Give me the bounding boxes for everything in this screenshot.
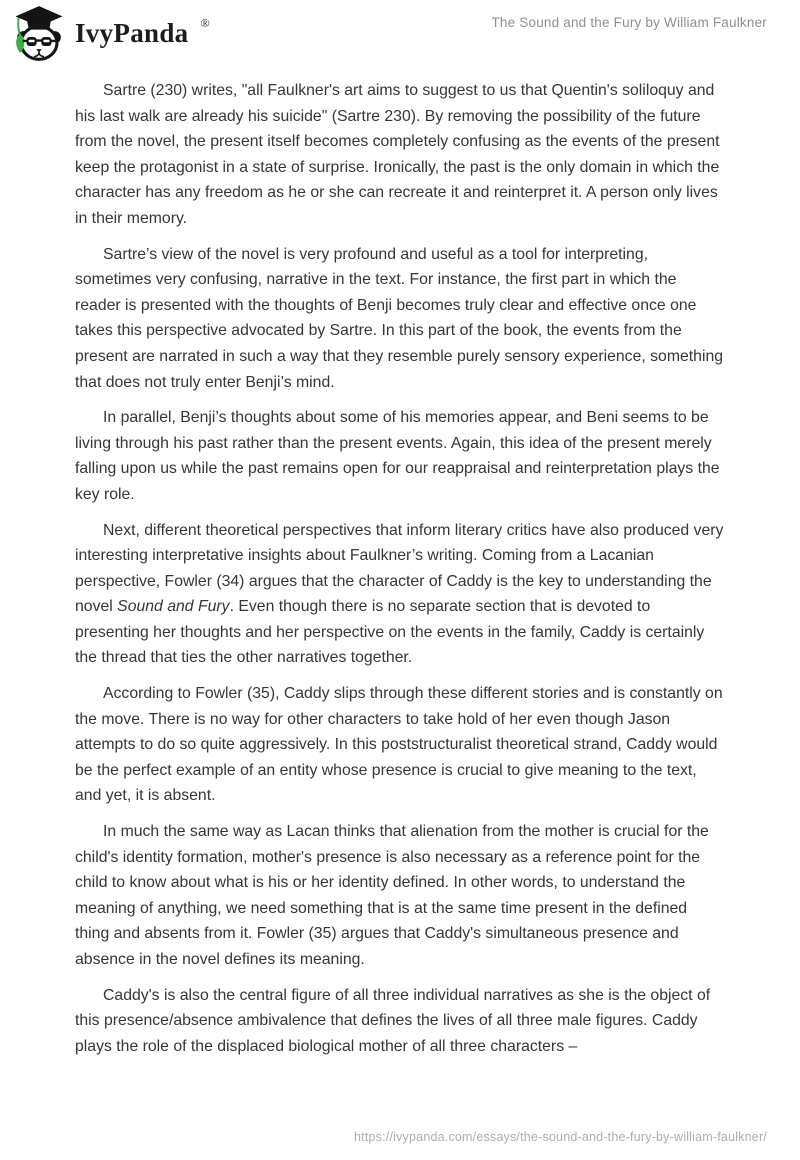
paragraph-1: Sartre (230) writes, "all Faulkner's art aims to suggest to us that Quentin's soliloquy and his last walk are already his suicide" (Sartre 230). By removing the possibility of the future from the novel, the present itself becomes completely confusing as the events of the present keep the protagonist in a state of surprise. Ironically, the past is the only domain in which the character has any freedom as he or she can recreate it and reinterpret it. A person only lives in their memory. — [75, 82, 720, 227]
panda-graduation-cap-icon — [14, 6, 64, 61]
registered-mark: ® — [200, 16, 210, 30]
paragraph-4-post: . Even though there is no separate section that is devoted to presenting her thoughts and her perspective on the events in the family, Caddy is certainly the thread that ties the other narratives together. — [75, 598, 705, 667]
paragraph-4 — [75, 518, 725, 672]
paragraph-2: Sartre’s view of the novel is very profound and useful as a tool for interpreting, sometimes very confusing, narrative in the text. For instance, the first part in which the reader is presented with the thoughts of Benji becomes truly clear and effective once one takes this perspective advocated by Sartre. In this part of the book, the events from the present are narrated in such a way that they resemble purely sensory experience, something that does not truly enter Benji’s mind. — [75, 245, 724, 391]
paragraph-7: Caddy's is also the central figure of all three individual narratives as she is the object of this presence/absence ambivalence that defines the lives of all three male figures. Caddy plays the role of the displaced biological mother of all three characters – — [75, 986, 711, 1055]
page-header — [0, 0, 800, 70]
essay-body — [75, 78, 725, 1069]
paragraph-4-pre: Next, different theoretical perspectives that inform literary critics have also produced very interesting interpretative insights about Faulkner’s writing. Coming from a Lacanian perspective, Fowler (34) argues that the character of Caddy is the key to understanding the novel — [75, 521, 724, 616]
brand-name: IvyPanda — [75, 18, 189, 48]
paragraph-3: In parallel, Benji’s thoughts about some of his memories appear, and Beni seems to be living through his past rather than the present events. Again, this idea of the present merely falling upon us while the past remains open for our reappraisal and reinterpretation plays the key role. — [75, 409, 720, 503]
book-title-italic: Sound and Fury — [117, 598, 230, 616]
paragraph-5: According to Fowler (35), Caddy slips through these different stories and is constantly on the move. There is no way for other characters to take hold of her even though Jason attempts to do so quite aggressively. In this poststructuralist theoretical strand, Caddy would be the perfect example of an entity whose presence is crucial to give meaning to the text, and yet, it is absent. — [75, 685, 723, 805]
source-url-link[interactable]: https://ivypanda.com/essays/the-sound-and-the-fury-by-william-faulkner/ — [354, 1130, 767, 1144]
document-title: The Sound and the Fury by William Faulkner — [491, 15, 767, 30]
paragraph-6: In much the same way as Lacan thinks that alienation from the mother is crucial for the child's identity formation, mother's presence is also necessary as a reference point for the child to know about what is his or her identity defined. In other words, to understand the meaning of anything, we need something that is at the same time present in the defined thing and absents from it. Fowler (35) argues that Caddy's simultaneous presence and absence in the novel defines its meaning. — [75, 823, 709, 968]
ivypanda-logo-link[interactable] — [14, 6, 210, 61]
